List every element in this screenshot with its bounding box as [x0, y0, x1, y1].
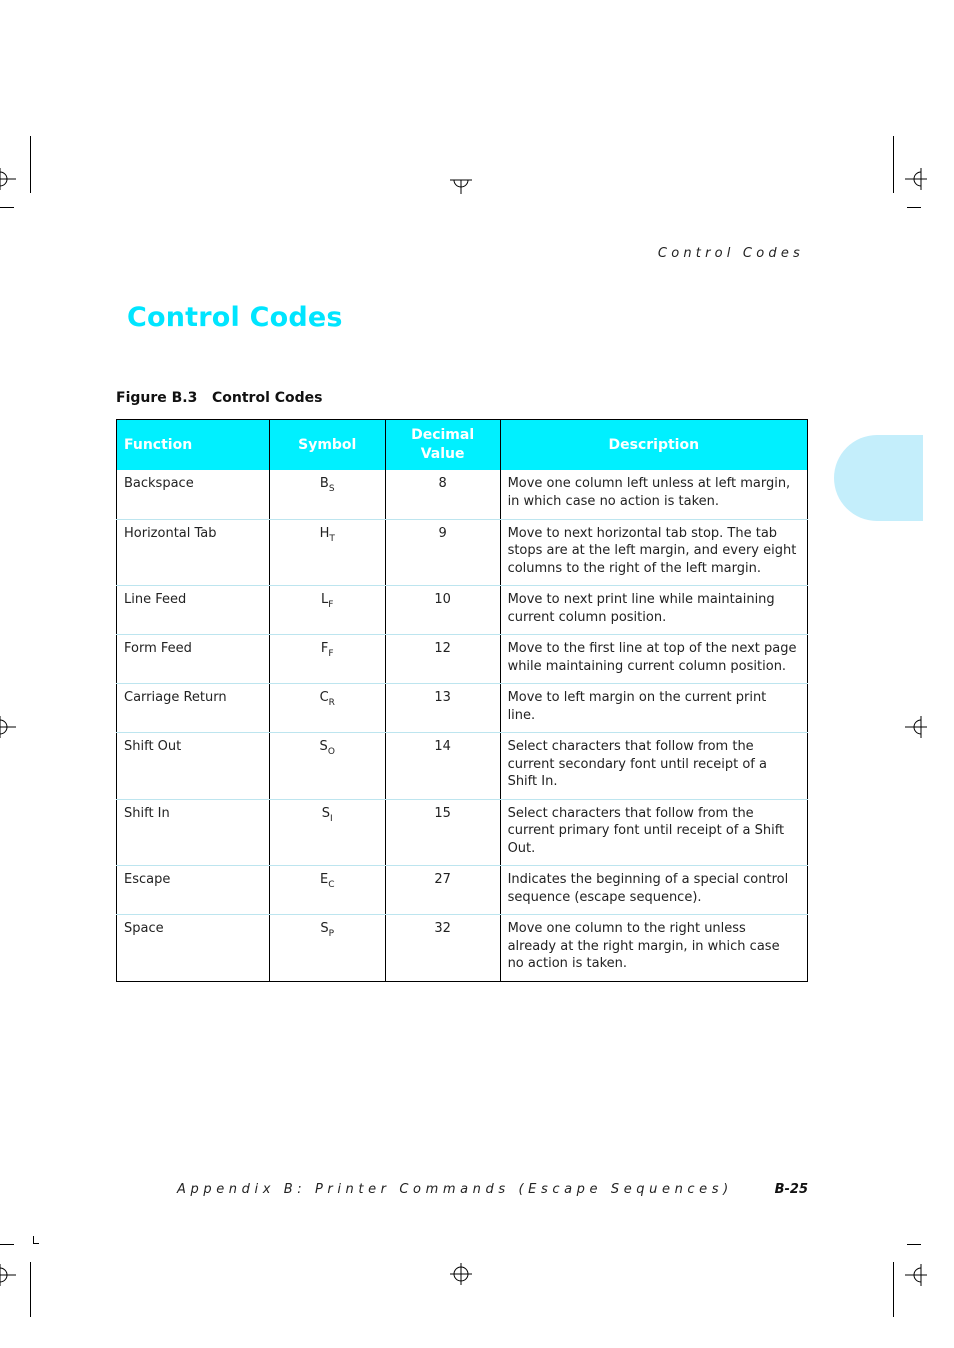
crop-mark [30, 136, 31, 193]
crop-mark [0, 207, 14, 208]
table-row [117, 733, 808, 800]
cell-description: Move to the first line at top of the next page while maintaining current column position. [500, 635, 807, 684]
symbol-subscript: I [330, 813, 333, 824]
table-row [117, 519, 808, 586]
cell-function: Escape [117, 866, 270, 915]
column-header-decimal-line2: Value [420, 446, 465, 462]
symbol-subscript: F [328, 600, 334, 610]
cell-symbol [269, 635, 385, 684]
running-head: Control Codes [657, 246, 804, 261]
cell-function: Form Feed [117, 635, 270, 684]
column-header-decimal-line1: Decimal [411, 427, 475, 443]
column-header-function: Function [117, 420, 270, 471]
cell-decimal-value: 32 [385, 915, 500, 982]
symbol-subscript: R [328, 698, 335, 708]
symbol-subscript: P [328, 929, 335, 939]
registration-mark-icon [0, 1264, 16, 1286]
cell-decimal-value: 9 [385, 519, 500, 586]
cell-decimal-value: 14 [385, 733, 500, 800]
cell-symbol [269, 915, 385, 982]
figure-caption [116, 390, 323, 406]
cell-description: Move to next print line while maintaining current column position. [500, 586, 807, 635]
table-header-row [117, 420, 808, 471]
table-row [117, 799, 808, 866]
crop-mark [893, 136, 894, 193]
symbol-letter: S [319, 739, 328, 754]
symbol-letter: S [320, 921, 329, 936]
cell-function: Shift Out [117, 733, 270, 800]
cell-decimal-value: 13 [385, 684, 500, 733]
cell-function: Carriage Return [117, 684, 270, 733]
cell-symbol [269, 799, 385, 866]
cell-symbol [269, 684, 385, 733]
section-tab-marker [834, 435, 923, 521]
control-codes-table [116, 419, 808, 982]
cell-function: Horizontal Tab [117, 519, 270, 586]
symbol-letter: H [319, 525, 330, 541]
symbol-subscript: S [328, 484, 335, 494]
crop-mark [33, 1243, 39, 1244]
cell-description: Select characters that follow from the current primary font until receipt of a Shift Out. [500, 799, 807, 866]
cell-symbol [269, 586, 385, 635]
registration-mark-icon [0, 716, 16, 738]
symbol-subscript: C [328, 880, 335, 890]
cell-symbol [269, 470, 385, 519]
symbol-letter: L [321, 592, 329, 607]
table-row [117, 586, 808, 635]
cell-function: Shift In [117, 799, 270, 866]
symbol-letter: B [319, 476, 329, 491]
cell-function: Backspace [117, 470, 270, 519]
crop-mark [907, 207, 921, 208]
column-header-decimal-value [385, 420, 500, 471]
crop-mark [907, 1244, 921, 1245]
crop-mark [0, 1244, 14, 1245]
registration-mark-icon [450, 1263, 472, 1285]
cell-symbol [269, 866, 385, 915]
cell-decimal-value: 15 [385, 799, 500, 866]
cell-decimal-value: 8 [385, 470, 500, 519]
cell-symbol [269, 519, 385, 586]
cell-description: Move to next horizontal tab stop. The tab stops are at the left margin, and every eight columns to the right of the left margin. [500, 519, 807, 586]
table-row [117, 635, 808, 684]
crop-mark [893, 1262, 894, 1317]
registration-mark-icon [0, 168, 16, 190]
registration-mark-icon [905, 716, 927, 738]
registration-mark-icon [905, 1264, 927, 1286]
table-row [117, 915, 808, 982]
table-row [117, 866, 808, 915]
column-header-description: Description [500, 420, 807, 471]
symbol-subscript: F [328, 649, 334, 659]
figure-title: Control Codes [212, 390, 323, 406]
cell-decimal-value: 12 [385, 635, 500, 684]
cell-description: Move one column to the right unless already at the right margin, in which case no action is taken. [500, 915, 807, 982]
registration-mark-icon [905, 168, 927, 190]
symbol-subscript: O [327, 747, 335, 757]
symbol-letter: F [320, 641, 329, 656]
cell-decimal-value: 27 [385, 866, 500, 915]
page-number: B-25 [774, 1182, 808, 1197]
cell-description: Indicates the beginning of a special control sequence (escape sequence). [500, 866, 807, 915]
footer-text: Appendix B: Printer Commands (Escape Sequences) [177, 1182, 733, 1197]
cell-description: Select characters that follow from the current secondary font until receipt of a Shift In. [500, 733, 807, 800]
table-row [117, 470, 808, 519]
crop-mark [30, 1262, 31, 1317]
symbol-letter: S [321, 805, 331, 821]
cell-function: Line Feed [117, 586, 270, 635]
figure-number: Figure B.3 [116, 390, 198, 406]
cell-function: Space [117, 915, 270, 982]
registration-mark-icon [450, 172, 472, 194]
symbol-letter: C [319, 690, 329, 705]
cell-description: Move to left margin on the current print line. [500, 684, 807, 733]
cell-decimal-value: 10 [385, 586, 500, 635]
symbol-letter: E [319, 872, 329, 887]
cell-symbol [269, 733, 385, 800]
cell-description: Move one column left unless at left margin, in which case no action is taken. [500, 470, 807, 519]
table-row [117, 684, 808, 733]
column-header-symbol: Symbol [269, 420, 385, 471]
page-title: Control Codes [127, 302, 343, 333]
symbol-subscript: T [329, 533, 335, 544]
